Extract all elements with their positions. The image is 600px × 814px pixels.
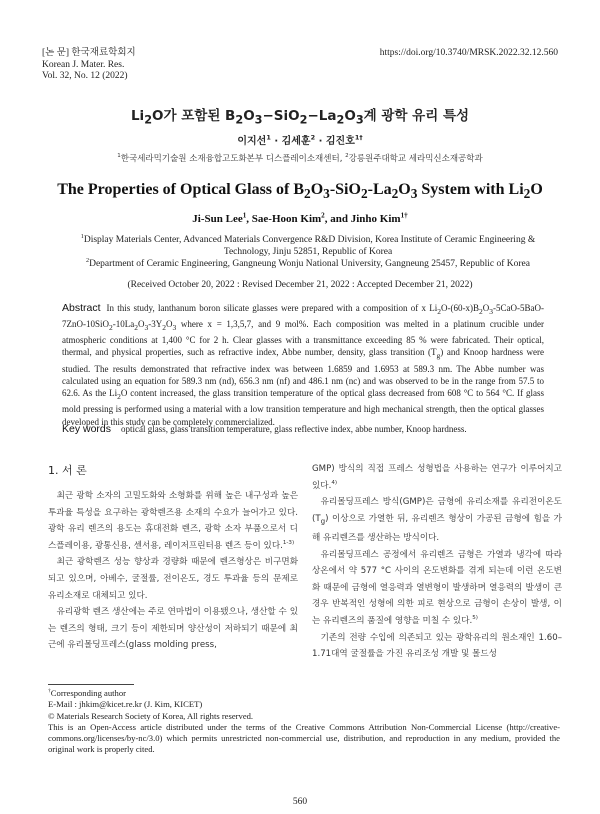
body-column-right bbox=[312, 461, 562, 663]
keywords-label: Key words bbox=[62, 423, 112, 435]
abstract: Abstract In this study, lanthanum boron silicate glasses were prepared with a composition of x $Li_2O-(60-x)B_2O_3-5CaO-5BaO-7ZnO-10SiO_2-10La_2O_3-3Y_2O_3$ where x = 1,3,5,7, and 9 mol%. Each composition was melted in a platinum crucible under atmospheric conditions at 1,400 °C for 2 h. Clear glasses with a transmittance exceeding 85 % were fabricated. Their optical, thermal, and physical properties, such as refractive index, Abbe number, density, glass transition $(T_g)$ and Knoop hardness were studied. The results demonstrated that refractive index was between 1.6859 and 1.6953 at 589.3 nm. The Abbe number was calculated using an equation for 589.3 nm (nd), 656.3 nm (nf) and 486.1 nm (nc) and was observed to be in the range from 57.5 to 62.6. As the $Li_2O$ content increased, the glass transition temperature of the optical glass decreased from 608 °C to 564 °C. If glass mold pressing is performed using a material with a low transition temperature and high mechanical strength, then the optical glasses developed in this study can be completely commercialized. bbox=[62, 302, 545, 427]
journal-name-kr: [논 문] 한국재료학회지 bbox=[42, 48, 136, 58]
page-number: 560 bbox=[292, 797, 308, 807]
title-korean: $Li_2O$가 포함된 $B_2O_3-SiO_2-La_2O_3$계 광학 유리 특성 bbox=[130, 108, 470, 127]
paragraph: GMP) 방식의 직접 프레스 성형법을 사용하는 연구가 이루어지고 있다.$^{4)}$ bbox=[312, 464, 562, 491]
journal-volume: Vol. 32, No. 12 (2022) bbox=[42, 71, 128, 81]
keywords: Key words optical glass, glass transition temperature, glass reflective index, abbe number, Knoop hardness. bbox=[62, 423, 467, 435]
doi-link[interactable]: https://doi.org/10.3740/MRSK.2022.32.12.560 bbox=[379, 48, 558, 58]
paragraph: 유리몰딩프레스 공정에서 유리렌즈 금형은 가열과 냉각에 따라 상온에서 약 577 °C 사이의 온도변화를 겪게 되는데 이런 온도변화 때문에 금형에 열응력과 열변형이 발생하며 열응력의 발생이 큰 경우 반복적인 성형에 의한 피로 현상으로 금형이 손상이 발생, 이는 유리렌즈의 품질에 영향을 미칠 수 있다.$^{5)}$ bbox=[312, 549, 562, 627]
paragraph: 기존의 전량 수입에 의존되고 있는 광학유리의 원소재인 1.60–1.71대역 굴절률을 가진 유리조성 개발 및 몰드성 bbox=[312, 632, 562, 660]
journal-name-en: Korean J. Mater. Res. bbox=[42, 59, 125, 70]
paragraph: 유리몰딩프레스 방식(GMP)은 금형에 유리소재를 유리전이온도$(T_g)$ 이상으로 가열한 뒤, 유리렌즈 형상이 가공된 금형에 힘을 가해 유리렌즈를 생산하는 방식이다. bbox=[312, 497, 562, 544]
affiliation-2: $^2$Department of Ceramic Engineering, Gangneung Wonju National University, Gangneung 25457, Republic of Korea bbox=[86, 258, 530, 270]
title-english: The Properties of Optical Glass of $B_2O_3-SiO_2-La_2O_3$ System with $Li_2O$ bbox=[57, 181, 543, 202]
license-text: This is an Open-Access article distributed under the terms of the Creative Commons Attribution Non-Commercial License (http://creative-commons.org/licenses/by-nc/3.0) which permits unrestricted non-commercial use, distribution, and reproduction in any medium, provided the original work is properly cited. bbox=[48, 722, 560, 754]
copyright-line: © Materials Research Society of Korea, All rights reserved. bbox=[48, 711, 254, 721]
abstract-label: Abstract bbox=[62, 302, 101, 314]
paragraph: 유리광학 렌즈 생산에는 주로 연마법이 이용됐으나, 생산할 수 있는 렌즈의 형태, 크기 등이 제한되며 양산성이 저하되기 때문에 최근에 유리몰딩프레스(glass molding press, bbox=[48, 607, 298, 651]
license-notice bbox=[48, 711, 560, 755]
affiliation-korean: $^1$한국세라믹기술원 소재융합고도화본부 디스플레이소재센터, $^2$강릉원주대학교 세라믹신소재공학과 bbox=[117, 153, 483, 164]
affiliation-1: $^1$Display Materials Center, Advanced Materials Convergence R&D Division, Korea Institute of Ceramic Engineering & Technology, Jinju 52851, Republic of Korea bbox=[80, 233, 536, 258]
affiliation-english bbox=[64, 234, 552, 271]
paragraph: 최근 광학 소자의 고밀도화와 소형화를 위해 높은 내구성과 높은 투과율 특성을 요구하는 광학렌즈용 소재의 수요가 늘어가고 있다. 광학 유리 렌즈의 용도는 휴대전화 렌즈, 광학 소자 부품으로서 디스플레이용, 광통신용, 센서용, 레이저프린터용 렌즈 등이 있다.$^{1-3)}$ bbox=[48, 491, 298, 551]
section-heading-introduction: 1. 서 론 bbox=[48, 464, 87, 477]
authors-korean: 이지선$^1$ · 김세훈$^2$ · 김진호$^{1\dagger}$ bbox=[237, 133, 363, 147]
paragraph: 최근 광학렌즈 성능 향상과 경량화 때문에 렌즈형상은 비구면화 되고 있으며, 아베수, 굴절률, 전이온도, 경도 투과율 등의 문제로 유리소재로 대체되고 있다. bbox=[48, 557, 298, 601]
authors-english: Ji-Sun Lee$^1$, Sae-Hoon Kim$^2$, and Jinho Kim$^{1\dagger}$ bbox=[192, 211, 408, 225]
submission-dates: (Received October 20, 2022 : Revised December 21, 2022 : Accepted December 21, 2022) bbox=[127, 280, 473, 290]
journal-header bbox=[42, 48, 136, 83]
corresponding-author-footnote: †Corresponding author E-Mail : jhkim@kicet.re.kr (J. Kim, KICET) bbox=[48, 688, 203, 710]
body-column-left bbox=[48, 488, 298, 654]
author-email[interactable]: E-Mail : jhkim@kicet.re.kr (J. Kim, KICET) bbox=[48, 699, 203, 710]
footnote-rule bbox=[48, 684, 134, 685]
